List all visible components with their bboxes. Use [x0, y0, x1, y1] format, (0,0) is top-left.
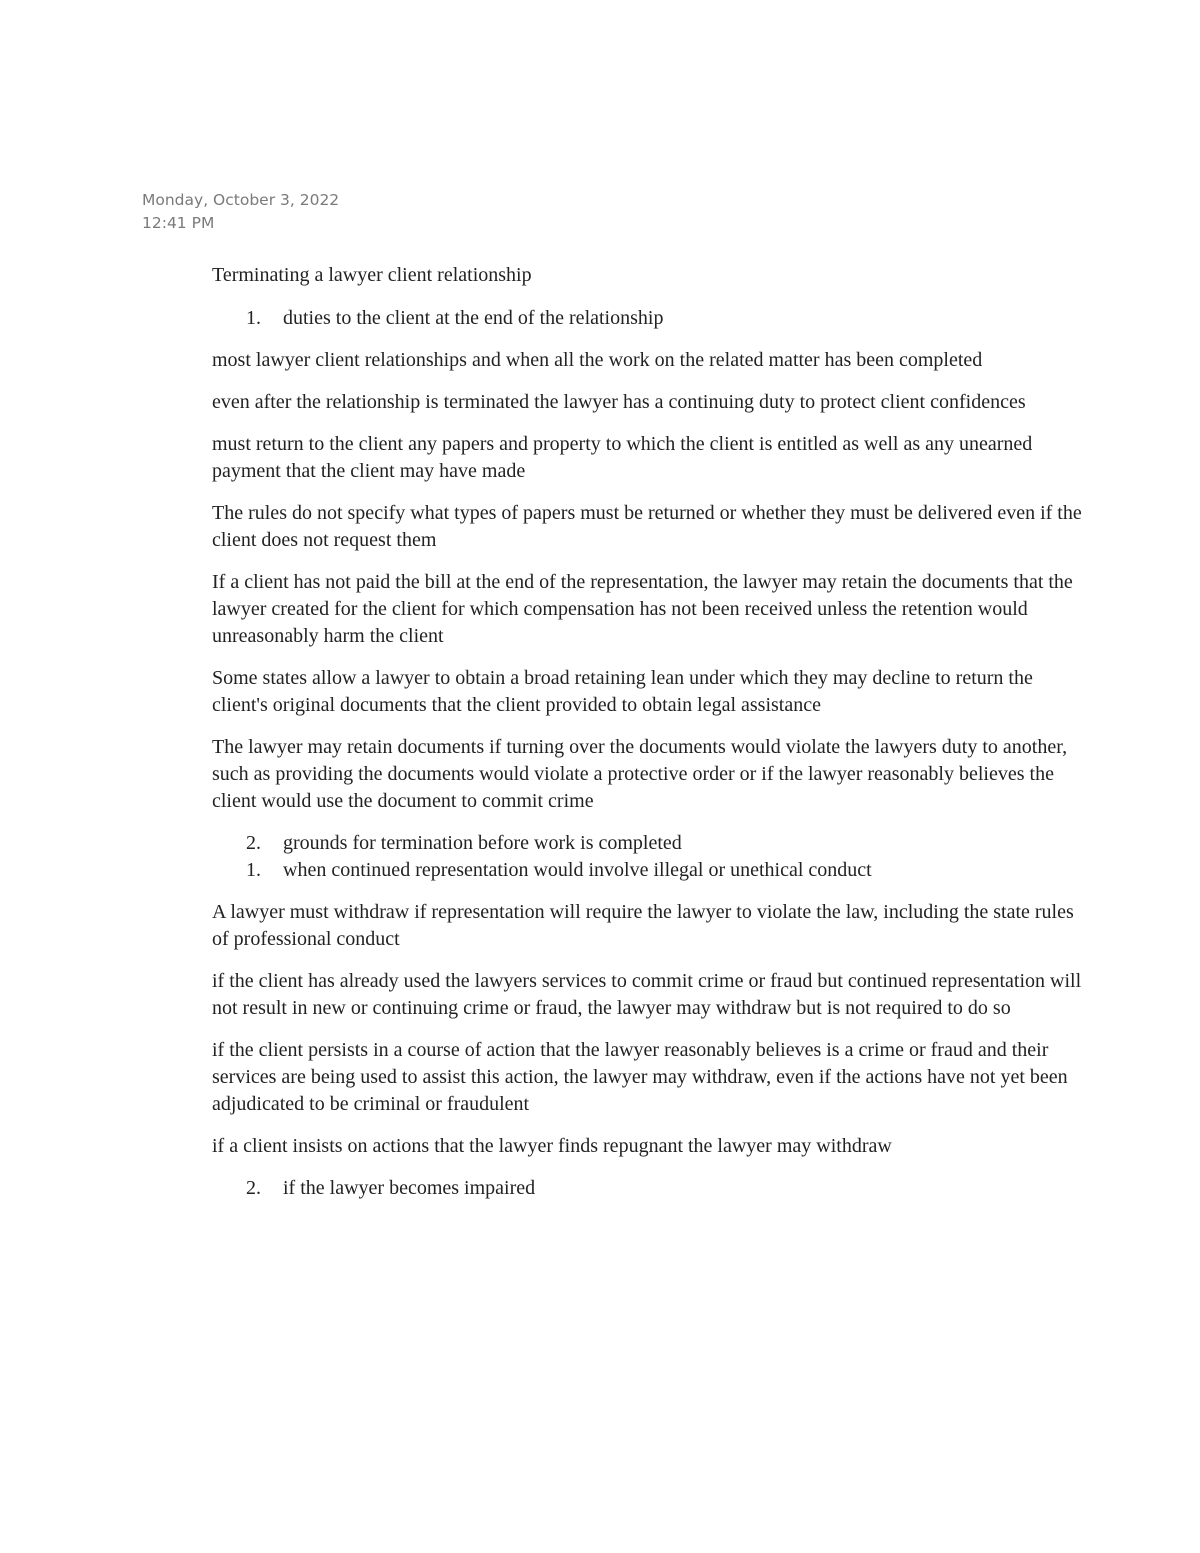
list-item — [212, 305, 1092, 332]
paragraph: If a client has not paid the bill at the end of the representation, the lawyer may retain the documents that the lawyer created for the client for which compensation has not been received unless the retention would unreasonably harm the client — [212, 571, 1073, 647]
list-item-text: duties to the client at the end of the relationship — [283, 307, 664, 329]
paragraph: if the client persists in a course of action that the lawyer reasonably believes is a crime or fraud and their services are being used to assist this action, the lawyer may withdraw, even if the actions have not yet been adjudicated to be criminal or fraudulent — [212, 1039, 1068, 1115]
list-number: 1. — [246, 307, 261, 329]
note-title: Terminating a lawyer client relationship — [212, 264, 532, 286]
list-item — [212, 830, 1092, 857]
list-number: 1. — [246, 859, 261, 881]
paragraph: if a client insists on actions that the lawyer finds repugnant the lawyer may withdraw — [212, 1135, 892, 1157]
note-body — [212, 262, 1092, 1217]
list-number: 2. — [246, 1177, 261, 1199]
note-date: Monday, October 3, 2022 — [142, 191, 340, 209]
paragraph: if the client has already used the lawyers services to commit crime or fraud but continued representation will not result in new or continuing crime or fraud, the lawyer may withdraw but is not required to do so — [212, 970, 1082, 1019]
paragraph: must return to the client any papers and property to which the client is entitled as well as any unearned payment that the client may have made — [212, 433, 1033, 482]
list-item — [212, 857, 1092, 884]
list-item-text: if the lawyer becomes impaired — [283, 1177, 536, 1199]
list-item-text: when continued representation would involve illegal or unethical conduct — [283, 859, 872, 881]
numbered-list — [212, 830, 1092, 884]
paragraph: A lawyer must withdraw if representation will require the lawyer to violate the law, including the state rules of professional conduct — [212, 901, 1074, 950]
paragraph: The rules do not specify what types of papers must be returned or whether they must be delivered even if the client does not request them — [212, 502, 1082, 551]
paragraph: Some states allow a lawyer to obtain a broad retaining lean under which they may decline to return the client's original documents that the client provided to obtain legal assistance — [212, 667, 1033, 716]
list-number: 2. — [246, 832, 261, 854]
list-item-text: grounds for termination before work is completed — [283, 832, 682, 854]
paragraph: even after the relationship is terminated the lawyer has a continuing duty to protect client confidences — [212, 391, 1026, 413]
note-time: 12:41 PM — [142, 214, 215, 232]
paragraph: The lawyer may retain documents if turning over the documents would violate the lawyers duty to another, such as providing the documents would violate a protective order or if the lawyer reasonably believes the client would use the document to commit crime — [212, 736, 1068, 812]
note-timestamp — [142, 189, 339, 235]
list-item — [212, 1175, 1092, 1202]
paragraph: most lawyer client relationships and when all the work on the related matter has been completed — [212, 349, 983, 371]
